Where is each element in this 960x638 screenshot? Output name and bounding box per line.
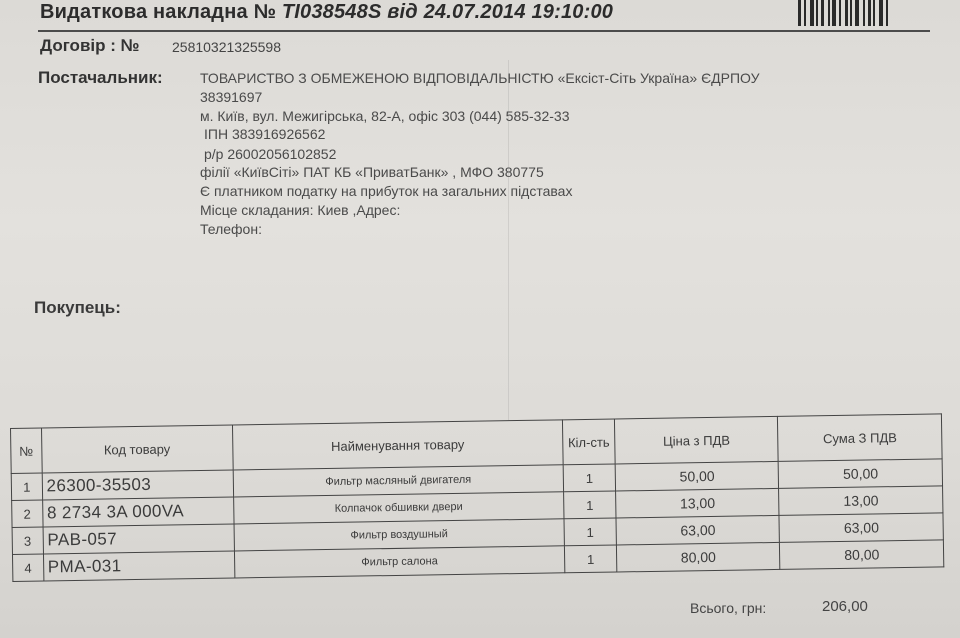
product-quantity: 1 xyxy=(563,464,615,492)
product-quantity: 1 xyxy=(564,518,616,546)
product-quantity: 1 xyxy=(564,545,616,573)
product-name: Фильтр салона xyxy=(234,546,565,578)
document-title xyxy=(40,1,613,24)
supplier-line: ІПН 383916926562 xyxy=(204,126,326,142)
product-name: Фильтр воздушный xyxy=(234,519,565,551)
product-code: 26300-35503 xyxy=(42,470,234,500)
goods-table xyxy=(10,413,944,582)
buyer-label: Покупець: xyxy=(34,298,121,317)
total-label: Всього, грн: xyxy=(690,600,767,616)
title-prefix: Видаткова накладна № xyxy=(40,1,277,23)
supplier-label: Постачальник: xyxy=(38,68,163,87)
column-header: Кіл-сть xyxy=(562,419,615,465)
supplier-line: 38391697 xyxy=(200,89,263,105)
document-number: ТІ038548S xyxy=(281,1,382,23)
row-number: 2 xyxy=(12,500,43,527)
product-price: 80,00 xyxy=(616,542,780,572)
column-header: Сума З ПДВ xyxy=(778,414,942,462)
product-quantity: 1 xyxy=(564,491,616,519)
row-number: 1 xyxy=(11,473,42,500)
column-header: № xyxy=(11,428,42,473)
row-number: 3 xyxy=(12,527,43,554)
supplier-line: ТОВАРИСТВО З ОБМЕЖЕНОЮ ВІДПОВІДАЛЬНІСТЮ «Ексіст-Сіть Україна» ЄДРПОУ xyxy=(200,70,760,86)
supplier-line: Є платником податку на прибуток на загальних підставах xyxy=(200,183,573,199)
contract-label: Договір : № xyxy=(40,36,140,55)
product-code: 8 2734 3A 000VA xyxy=(42,497,234,527)
document-date: від 24.07.2014 19:10:00 xyxy=(387,1,614,23)
product-sum: 63,00 xyxy=(779,513,943,543)
column-header: Код товару xyxy=(41,425,233,473)
column-header: Ціна з ПДВ xyxy=(614,416,778,464)
product-code: PMA-031 xyxy=(43,551,235,581)
barcode-image xyxy=(798,0,918,26)
column-header: Найменування товару xyxy=(232,420,563,470)
product-price: 63,00 xyxy=(616,515,780,545)
contract-number: 25810321325598 xyxy=(172,39,282,55)
row-number: 4 xyxy=(12,554,43,581)
product-sum: 80,00 xyxy=(780,540,944,570)
product-sum: 13,00 xyxy=(779,486,943,516)
title-divider xyxy=(38,30,930,32)
supplier-line: Телефон: xyxy=(200,221,262,237)
total-amount: 206,00 xyxy=(822,598,868,615)
product-name: Фильтр масляный двигателя xyxy=(233,465,564,497)
product-name: Колпачок обшивки двери xyxy=(233,492,564,524)
product-code: PAB-057 xyxy=(43,524,235,554)
supplier-line: м. Київ, вул. Межигірська, 82-А, офіс 303 (044) 585-32-33 xyxy=(200,108,570,124)
product-price: 13,00 xyxy=(616,488,780,518)
product-sum: 50,00 xyxy=(779,459,943,489)
supplier-line: філії «КиївСіті» ПАТ КБ «ПриватБанк» , МФО 380775 xyxy=(200,164,544,180)
paper-fold xyxy=(508,60,509,420)
product-price: 50,00 xyxy=(615,461,779,491)
supplier-line: р/р 26002056102852 xyxy=(204,146,337,162)
supplier-line: Місце складания: Киев ,Адрес: xyxy=(200,202,401,218)
